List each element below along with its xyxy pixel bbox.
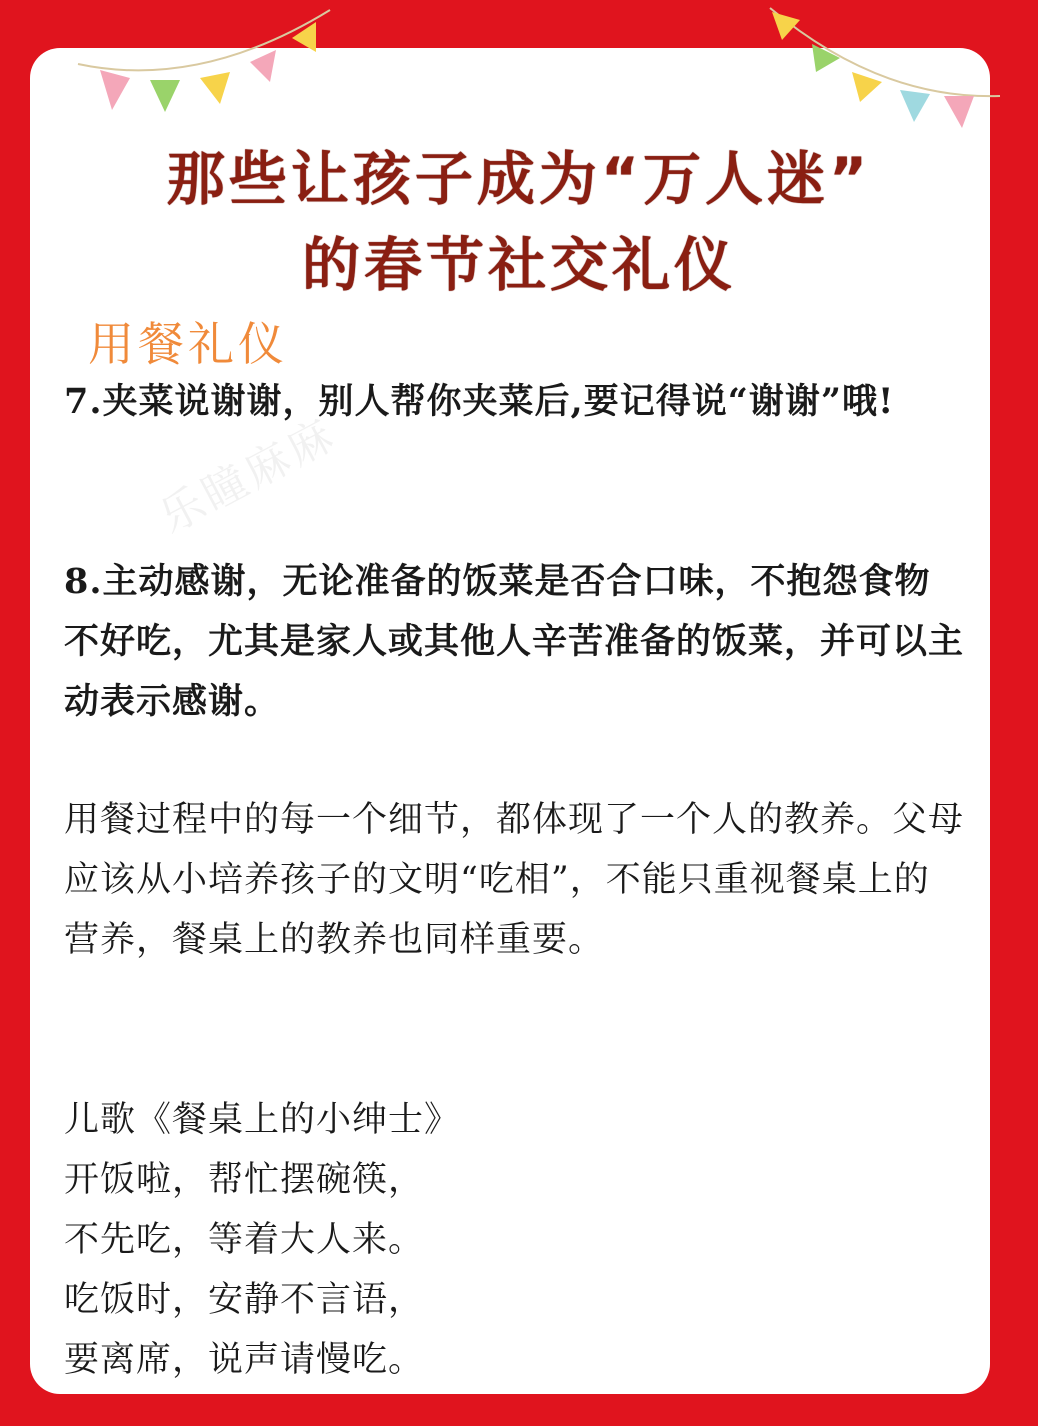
song-line: 不先吃，等着大人来。 <box>64 1220 425 1260</box>
page-title-line-2: 的春节社交礼仪 <box>301 231 736 299</box>
song-line: 开饭啦，帮忙摆碗筷， <box>64 1160 425 1200</box>
watermark: 乐瞳麻麻 <box>151 408 345 544</box>
song-line: 吃饭时，安静不言语， <box>64 1280 425 1320</box>
section-heading: 用餐礼仪 <box>88 317 288 371</box>
song-title: 儿歌《餐桌上的小绅士》 <box>64 1100 461 1140</box>
summary-paragraph: 用餐过程中的每一个细节，都体现了一个人的教养。父母应该从小培养孩子的文明“吃相”，不能只重视餐桌上的营养，餐桌上的教养也同样重要。 <box>64 800 965 960</box>
tip-8: 8.主动感谢，无论准备的饭菜是否合口味，不抱怨食物不好吃，尤其是家人或其他人辛苦准备的饭菜，并可以主动表示感谢。 <box>64 561 965 722</box>
page-title-line-1: 那些让孩子成为“万人迷” <box>166 145 872 213</box>
bunting-flag <box>772 12 800 40</box>
song-line: 要离席，说声请慢吃。 <box>64 1340 425 1380</box>
tip-7: 7.夹菜说谢谢，别人帮你夹菜后,要记得说“谢谢”哦! <box>64 381 895 422</box>
children-song <box>64 1090 460 1390</box>
